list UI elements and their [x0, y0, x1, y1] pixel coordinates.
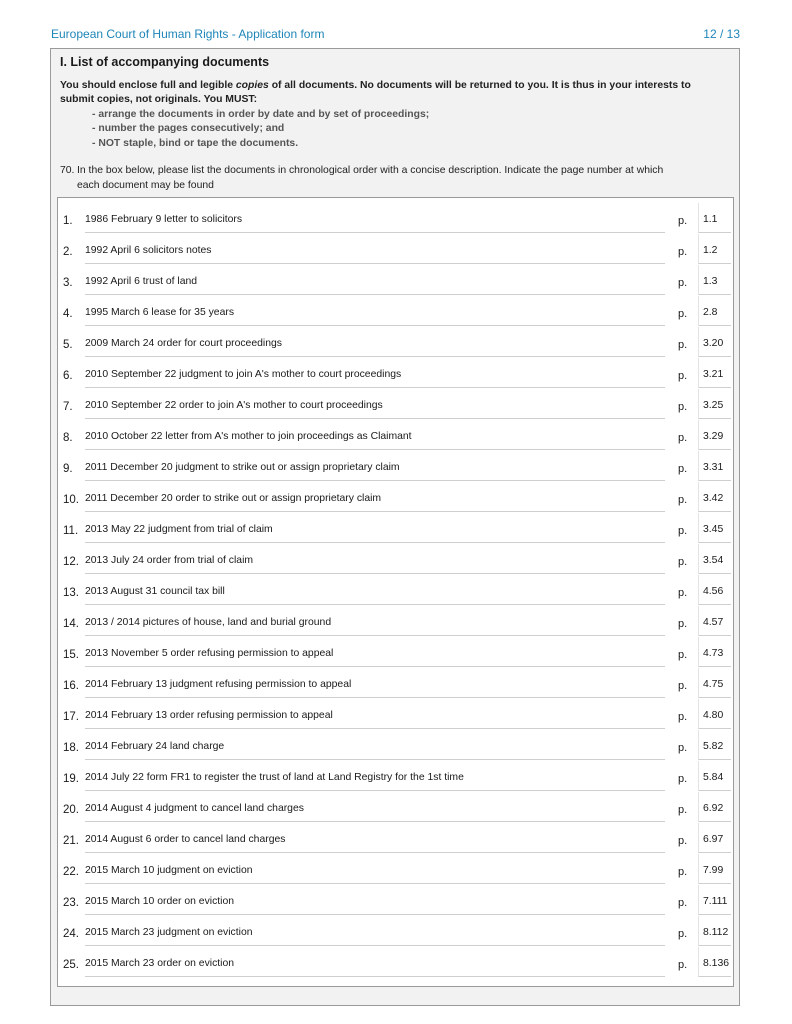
document-description-field[interactable]: 2013 August 31 council tax bill — [85, 575, 665, 605]
document-description-field[interactable]: 2011 December 20 judgment to strike out or assign proprietary claim — [85, 451, 665, 481]
rule-item: - NOT staple, bind or tape the documents. — [92, 137, 299, 149]
document-description-field[interactable]: 2014 August 6 order to cancel land charges — [85, 823, 665, 853]
document-page-field[interactable]: 4.80 — [698, 699, 731, 729]
document-row — [58, 916, 733, 947]
page-prefix-label: p. — [678, 308, 688, 320]
document-page-field[interactable]: 7.99 — [698, 854, 731, 884]
document-number: 21. — [63, 835, 79, 847]
document-page-field[interactable]: 4.75 — [698, 668, 731, 698]
document-row — [58, 575, 733, 606]
document-number: 24. — [63, 928, 79, 940]
document-page-field[interactable]: 3.21 — [698, 358, 731, 388]
page-prefix-label: p. — [678, 494, 688, 506]
document-description-field[interactable]: 2009 March 24 order for court proceedings — [85, 327, 665, 357]
document-page-field[interactable]: 8.136 — [698, 947, 731, 977]
page-prefix-label: p. — [678, 804, 688, 816]
document-page-field[interactable]: 5.84 — [698, 761, 731, 791]
document-row — [58, 234, 733, 265]
page-prefix-label: p. — [678, 587, 688, 599]
document-description-field[interactable]: 2014 August 4 judgment to cancel land charges — [85, 792, 665, 822]
document-row — [58, 668, 733, 699]
document-number: 6. — [63, 370, 73, 382]
intro-part1: You should enclose full and legible — [60, 80, 236, 91]
page-prefix-label: p. — [678, 742, 688, 754]
document-number: 2. — [63, 246, 73, 258]
document-row — [58, 792, 733, 823]
page-prefix-label: p. — [678, 866, 688, 878]
document-page-field[interactable]: 8.112 — [698, 916, 731, 946]
page-prefix-label: p. — [678, 618, 688, 630]
page-prefix-label: p. — [678, 432, 688, 444]
document-description-field[interactable]: 2014 February 24 land charge — [85, 730, 665, 760]
page-prefix-label: p. — [678, 556, 688, 568]
document-description-field[interactable]: 2013 July 24 order from trial of claim — [85, 544, 665, 574]
document-row — [58, 451, 733, 482]
document-page-field[interactable]: 3.20 — [698, 327, 731, 357]
document-row — [58, 358, 733, 389]
rules-list — [92, 108, 429, 151]
document-row — [58, 854, 733, 885]
document-page-field[interactable]: 3.54 — [698, 544, 731, 574]
page-prefix-label: p. — [678, 277, 688, 289]
document-row — [58, 265, 733, 296]
instruction-70 — [60, 163, 730, 193]
document-description-field[interactable]: 2011 December 20 order to strike out or assign proprietary claim — [85, 482, 665, 512]
page-prefix-label: p. — [678, 215, 688, 227]
document-description-field[interactable]: 1992 April 6 solicitors notes — [85, 234, 665, 264]
document-row — [58, 482, 733, 513]
document-number: 9. — [63, 463, 73, 475]
page-prefix-label: p. — [678, 463, 688, 475]
document-row — [58, 947, 733, 978]
rule-item: - arrange the documents in order by date and by set of proceedings; — [92, 109, 430, 120]
page-prefix-label: p. — [678, 897, 688, 909]
document-row — [58, 699, 733, 730]
page-prefix-label: p. — [678, 773, 688, 785]
intro-part2: of all documents. No documents will be returned to you. It is thus in your interests to submit copies, not originals. You MUST: — [60, 80, 691, 106]
document-row — [58, 606, 733, 637]
page-prefix-label: p. — [678, 401, 688, 413]
document-description-field[interactable]: 2015 March 23 order on eviction — [85, 947, 665, 977]
document-page-field[interactable]: 2.8 — [698, 296, 731, 326]
document-number: 1. — [63, 215, 73, 227]
document-row — [58, 513, 733, 544]
rule-item: - number the pages consecutively; and — [92, 123, 285, 135]
document-row — [58, 885, 733, 916]
document-page-field[interactable]: 4.57 — [698, 606, 731, 636]
document-number: 7. — [63, 401, 73, 413]
document-description-field[interactable]: 2015 March 10 judgment on eviction — [85, 854, 665, 884]
document-row — [58, 296, 733, 327]
document-description-field[interactable]: 2014 July 22 form FR1 to register the trust of land at Land Registry for the 1st time — [85, 761, 665, 791]
document-description-field[interactable]: 2010 September 22 judgment to join A's mother to court proceedings — [85, 358, 665, 388]
document-number: 13. — [63, 587, 79, 599]
document-number: 19. — [63, 773, 79, 785]
page-prefix-label: p. — [678, 928, 688, 940]
document-number: 4. — [63, 308, 73, 320]
document-number: 23. — [63, 897, 79, 909]
document-page-field[interactable]: 4.73 — [698, 637, 731, 667]
section-title: I. List of accompanying documents — [60, 55, 270, 69]
page-indicator: 12 / 13 — [703, 27, 740, 41]
intro-text — [60, 79, 720, 108]
document-row — [58, 637, 733, 668]
documents-list-box — [57, 197, 734, 987]
document-description-field[interactable]: 1995 March 6 lease for 35 years — [85, 296, 665, 326]
document-page-field[interactable]: 1.3 — [698, 265, 731, 295]
document-description-field[interactable]: 2014 February 13 judgment refusing permission to appeal — [85, 668, 665, 698]
page-prefix-label: p. — [678, 959, 688, 971]
document-page-field[interactable]: 1.1 — [698, 203, 731, 233]
document-description-field[interactable]: 2013 / 2014 pictures of house, land and burial ground — [85, 606, 665, 636]
document-number: 5. — [63, 339, 73, 351]
document-page-field[interactable]: 3.29 — [698, 420, 731, 450]
document-description-field[interactable]: 2013 May 22 judgment from trial of claim — [85, 513, 665, 543]
document-page-field[interactable]: 6.97 — [698, 823, 731, 853]
document-number: 18. — [63, 742, 79, 754]
document-page-field[interactable]: 5.82 — [698, 730, 731, 760]
page-prefix-label: p. — [678, 711, 688, 723]
document-description-field[interactable]: 1992 April 6 trust of land — [85, 265, 665, 295]
document-description-field[interactable]: 2014 February 13 order refusing permission to appeal — [85, 699, 665, 729]
document-number: 17. — [63, 711, 79, 723]
document-row — [58, 389, 733, 420]
document-description-field[interactable]: 2013 November 5 order refusing permission to appeal — [85, 637, 665, 667]
document-row — [58, 544, 733, 575]
form-title: European Court of Human Rights - Application form — [51, 27, 325, 41]
document-description-field[interactable]: 1986 February 9 letter to solicitors — [85, 203, 665, 233]
document-page-field[interactable]: 3.42 — [698, 482, 731, 512]
document-number: 25. — [63, 959, 79, 971]
document-row — [58, 761, 733, 792]
page-prefix-label: p. — [678, 680, 688, 692]
document-number: 15. — [63, 649, 79, 661]
page-prefix-label: p. — [678, 649, 688, 661]
page-prefix-label: p. — [678, 246, 688, 258]
document-number: 11. — [63, 525, 79, 537]
document-description-field[interactable]: 2010 October 22 letter from A's mother to join proceedings as Claimant — [85, 420, 665, 450]
document-page-field[interactable]: 4.56 — [698, 575, 731, 605]
document-row — [58, 327, 733, 358]
document-description-field[interactable]: 2015 March 23 judgment on eviction — [85, 916, 665, 946]
document-number: 8. — [63, 432, 73, 444]
document-row — [58, 730, 733, 761]
document-row — [58, 203, 733, 234]
document-description-field[interactable]: 2015 March 10 order on eviction — [85, 885, 665, 915]
document-page-field[interactable]: 3.31 — [698, 451, 731, 481]
document-page-field[interactable]: 7.111 — [698, 885, 731, 915]
page-header — [51, 26, 740, 42]
page-prefix-label: p. — [678, 525, 688, 537]
document-number: 3. — [63, 277, 73, 289]
document-number: 14. — [63, 618, 79, 630]
instruction-line1: In the box below, please list the documents in chronological order with a concise description. Indicate the page number at which — [77, 165, 664, 176]
document-number: 10. — [63, 494, 79, 506]
document-number: 20. — [63, 804, 79, 816]
document-number: 12. — [63, 556, 79, 568]
document-description-field[interactable]: 2010 September 22 order to join A's mother to court proceedings — [85, 389, 665, 419]
page-prefix-label: p. — [678, 370, 688, 382]
instruction-number: 70. — [60, 165, 75, 176]
document-number: 22. — [63, 866, 79, 878]
page-prefix-label: p. — [678, 835, 688, 847]
instruction-line2: each document may be found — [77, 180, 214, 191]
intro-emphasis: copies — [235, 80, 269, 91]
document-page-field[interactable]: 3.45 — [698, 513, 731, 543]
document-page-field[interactable]: 3.25 — [698, 389, 731, 419]
document-number: 16. — [63, 680, 79, 692]
document-row — [58, 420, 733, 451]
page-prefix-label: p. — [678, 339, 688, 351]
document-page-field[interactable]: 1.2 — [698, 234, 731, 264]
documents-section — [50, 48, 740, 1006]
document-page-field[interactable]: 6.92 — [698, 792, 731, 822]
document-row — [58, 823, 733, 854]
